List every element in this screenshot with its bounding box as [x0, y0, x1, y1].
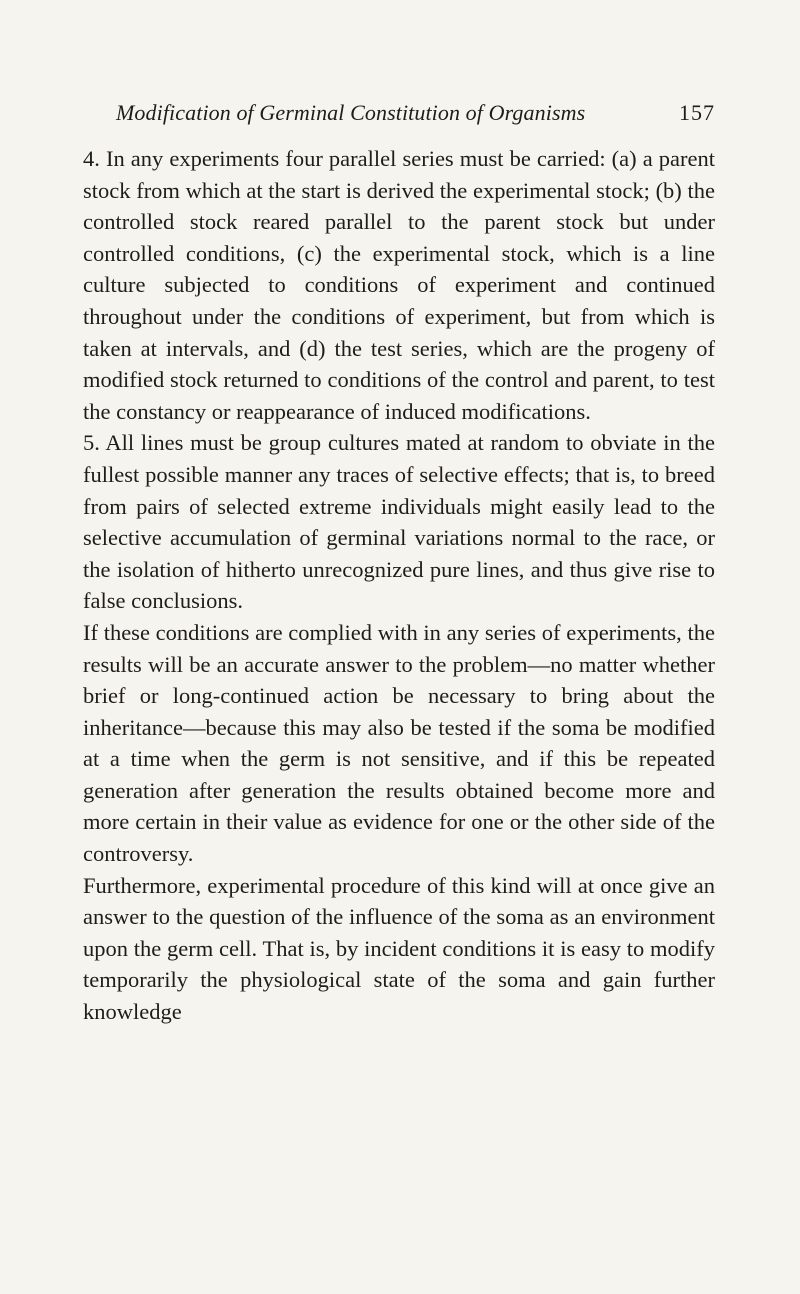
body-text [83, 143, 715, 1028]
paragraph-conditions [83, 617, 715, 870]
paragraph-text: Furthermore, experimental procedure of this kind will at once give an answer to the question of the influence of the soma as an environment upon the germ cell. That is, by incident conditions it is easy to modify temporarily the physiological state of the soma and gain further knowledge [83, 872, 715, 1025]
paragraph-text: If these conditions are complied with in any series of experiments, the results will be an accurate answer to the problem—no matter whether brief or long-continued action be necessary to bring about the inheritance—because this may also be tested if the soma be modified at a time when the germ is not sensitive, and if this be repeated generation after generation the results obtained become more and more certain in their value as evidence for one or the other side of the controversy. [83, 619, 715, 867]
book-page [83, 96, 715, 1028]
paragraph-5 [83, 427, 715, 617]
running-head [83, 96, 715, 130]
paragraph-text: 5. All lines must be group cultures mated at random to obviate in the fullest possible manner any traces of selective effects; that is, to breed from pairs of selected extreme individuals might easily lead to the selective accumulation of germinal variations normal to the race, or the isolation of hitherto unrecognized pure lines, and thus give rise to false conclusions. [83, 430, 715, 614]
paragraph-text: 4. In any experiments four parallel series must be carried: (a) a parent stock from which at the start is derived the experimental stock; (b) the controlled stock reared parallel to the parent stock but under controlled conditions, (c) the experimental stock, which is a line culture subjected to conditions of experiment and continued throughout under the conditions of experiment, but from which is taken at intervals, and (d) the test series, which are the progeny of modified stock returned to conditions of the control and parent, to test the constancy or reappearance of induced modifications. [83, 146, 715, 424]
paragraph-4 [83, 143, 715, 427]
paragraph-furthermore [83, 870, 715, 1028]
running-title: Modification of Germinal Constitution of Organisms [116, 100, 586, 125]
page-number: 157 [679, 100, 715, 125]
